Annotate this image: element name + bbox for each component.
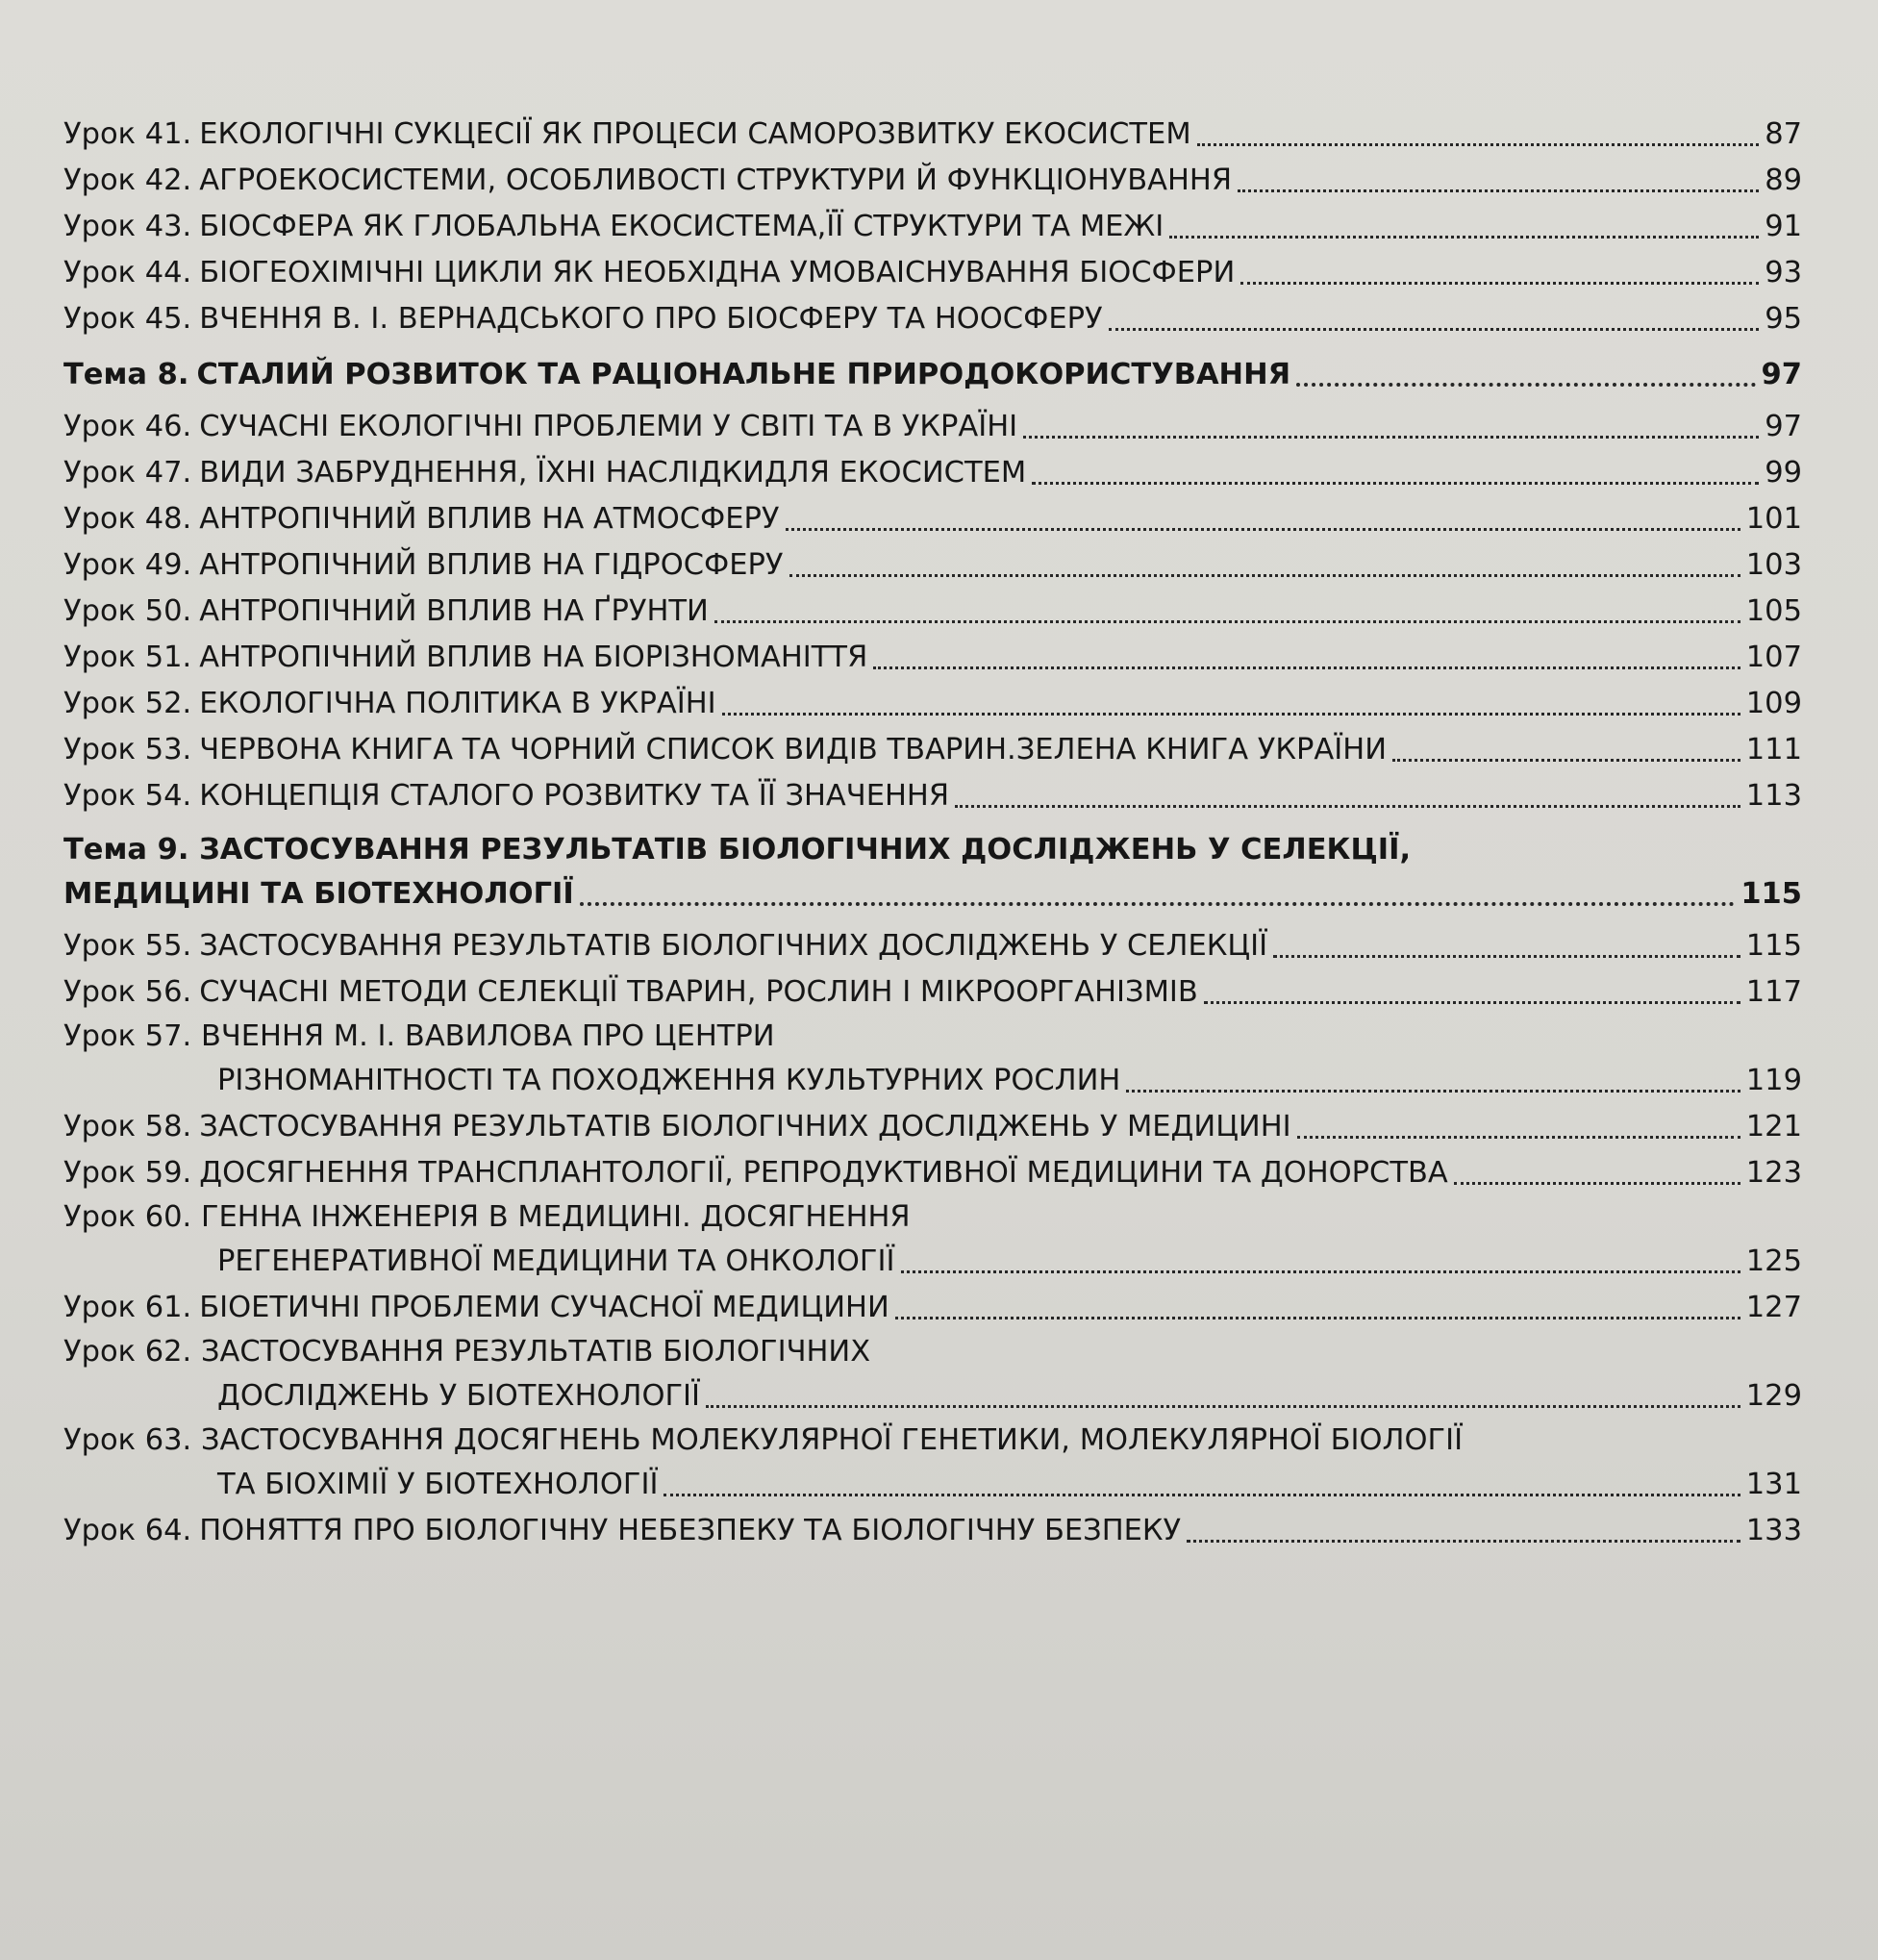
lesson-entry — [63, 589, 1802, 635]
lesson-62-entry-line2 — [63, 1373, 1802, 1420]
lesson-number: Урок 41. — [63, 117, 192, 151]
lesson-entry — [63, 404, 1802, 450]
lesson-title: АНТРОПІЧНИЙ ВПЛИВ НА ҐРУНТИ — [199, 594, 709, 628]
dot-leader — [722, 713, 1740, 716]
lesson-title: ПОНЯТТЯ ПРО БІОЛОГІЧНУ НЕБЕЗПЕКУ ТА БІОЛОГІЧНУ БЕЗПЕКУ — [199, 1514, 1182, 1547]
page-number: 119 — [1745, 1064, 1802, 1097]
lesson-entry — [63, 496, 1802, 542]
lesson-title: ВИДИ ЗАБРУДНЕННЯ, ЇХНІ НАСЛІДКИДЛЯ ЕКОСИСТЕМ — [199, 456, 1027, 490]
lesson-entry — [63, 296, 1802, 342]
lesson-number: Урок 56. — [63, 975, 192, 1009]
page-number: 99 — [1765, 456, 1802, 490]
page-number: 115 — [1745, 929, 1802, 963]
lesson-title-line2: ТА БІОХІМІЇ У БІОТЕХНОЛОГІЇ — [217, 1468, 659, 1501]
page-number: 95 — [1765, 302, 1802, 336]
lesson-number: Урок 54. — [63, 779, 192, 813]
lesson-entry — [63, 681, 1802, 727]
lesson-number: Урок 52. — [63, 687, 192, 720]
dot-leader — [1240, 282, 1759, 285]
topic-number: Тема 9. — [63, 833, 189, 867]
topic-9-entry-line1 — [63, 829, 1802, 871]
lesson-60-entry-line1 — [63, 1196, 1802, 1239]
page-number: 87 — [1765, 117, 1802, 151]
lesson-number: Урок 62. — [63, 1335, 192, 1369]
lesson-57-entry-line1 — [63, 1016, 1802, 1058]
page-number: 89 — [1765, 163, 1802, 197]
dot-leader — [1238, 189, 1759, 192]
dot-leader — [873, 666, 1740, 669]
lesson-title-line2: ДОСЛІДЖЕНЬ У БІОТЕХНОЛОГІЇ — [217, 1379, 701, 1413]
dot-leader — [1169, 236, 1759, 239]
lesson-number: Урок 58. — [63, 1110, 192, 1143]
dot-leader — [580, 902, 1736, 906]
lesson-number: Урок 45. — [63, 302, 192, 336]
lesson-entry — [63, 112, 1802, 158]
lesson-number: Урок 60. — [63, 1200, 192, 1234]
dot-leader — [706, 1405, 1740, 1408]
lesson-number: Урок 43. — [63, 210, 192, 243]
lesson-title-line1: ВЧЕННЯ М. І. ВАВИЛОВА ПРО ЦЕНТРИ — [200, 1019, 775, 1053]
dot-leader — [786, 528, 1740, 531]
lesson-57-entry-line2 — [63, 1058, 1802, 1104]
lesson-entry — [63, 542, 1802, 589]
lesson-number: Урок 42. — [63, 163, 192, 197]
page-number: 111 — [1745, 733, 1802, 766]
topic-title-line1: ЗАСТОСУВАННЯ РЕЗУЛЬТАТІВ БІОЛОГІЧНИХ ДОСЛІДЖЕНЬ У СЕЛЕКЦІЇ, — [199, 833, 1412, 867]
lesson-title: ЕКОЛОГІЧНА ПОЛІТИКА В УКРАЇНІ — [199, 687, 716, 720]
lesson-number: Урок 51. — [63, 641, 192, 674]
page-number: 133 — [1745, 1514, 1802, 1547]
page-number: 121 — [1745, 1110, 1802, 1143]
dot-leader — [1204, 1001, 1740, 1004]
dot-leader — [789, 574, 1740, 577]
table-of-contents — [63, 112, 1802, 1554]
lesson-63-entry-line1 — [63, 1420, 1802, 1462]
lesson-title: ЧЕРВОНА КНИГА ТА ЧОРНИЙ СПИСОК ВИДІВ ТВАРИН.ЗЕЛЕНА КНИГА УКРАЇНИ — [199, 733, 1388, 766]
dot-leader — [664, 1494, 1740, 1496]
topic-8-entry — [63, 352, 1802, 398]
lesson-title: АНТРОПІЧНИЙ ВПЛИВ НА АТМОСФЕРУ — [199, 502, 780, 536]
page-number: 109 — [1745, 687, 1802, 720]
dot-leader — [1392, 759, 1740, 762]
page-number: 91 — [1765, 210, 1802, 243]
lesson-title: ЗАСТОСУВАННЯ РЕЗУЛЬТАТІВ БІОЛОГІЧНИХ ДОСЛІДЖЕНЬ У СЕЛЕКЦІЇ — [199, 929, 1268, 963]
lesson-55-entry — [63, 923, 1802, 969]
lesson-number: Урок 44. — [63, 256, 192, 289]
lesson-number: Урок 49. — [63, 548, 192, 582]
page-number: 105 — [1745, 594, 1802, 628]
lesson-58-entry — [63, 1104, 1802, 1150]
topic-9-entry-line2 — [63, 871, 1802, 917]
lesson-title-line2: РЕГЕНЕРАТИВНОЇ МЕДИЦИНИ ТА ОНКОЛОГІЇ — [217, 1244, 895, 1278]
page-number: 101 — [1745, 502, 1802, 536]
lesson-title: ЕКОЛОГІЧНІ СУКЦЕСІЇ ЯК ПРОЦЕСИ САМОРОЗВИТКУ ЕКОСИСТЕМ — [199, 117, 1191, 151]
lesson-64-entry — [63, 1508, 1802, 1554]
lesson-title: БІОЕТИЧНІ ПРОБЛЕМИ СУЧАСНОЇ МЕДИЦИНИ — [199, 1291, 889, 1324]
lesson-title: КОНЦЕПЦІЯ СТАЛОГО РОЗВИТКУ ТА ЇЇ ЗНАЧЕННЯ — [199, 779, 950, 813]
lesson-61-entry — [63, 1285, 1802, 1331]
lesson-62-entry-line1 — [63, 1331, 1802, 1373]
lesson-title: АГРОЕКОСИСТЕМИ, ОСОБЛИВОСТІ СТРУКТУРИ Й ФУНКЦІОНУВАННЯ — [199, 163, 1233, 197]
lesson-entry — [63, 450, 1802, 496]
dot-leader — [1109, 328, 1760, 331]
toc-section-lessons-46-54 — [63, 404, 1802, 819]
lesson-title: СУЧАСНІ ЕКОЛОГІЧНІ ПРОБЛЕМИ У СВІТІ ТА В УКРАЇНІ — [199, 410, 1018, 443]
page-number: 103 — [1745, 548, 1802, 582]
lesson-number: Урок 57. — [63, 1019, 192, 1053]
lesson-59-entry — [63, 1150, 1802, 1196]
page-number: 107 — [1745, 641, 1802, 674]
lesson-title: БІОГЕОХІМІЧНІ ЦИКЛИ ЯК НЕОБХІДНА УМОВАІСНУВАННЯ БІОСФЕРИ — [199, 256, 1236, 289]
lesson-number: Урок 64. — [63, 1514, 192, 1547]
lesson-title: ВЧЕННЯ В. І. ВЕРНАДСЬКОГО ПРО БІОСФЕРУ ТА НООСФЕРУ — [199, 302, 1103, 336]
lesson-number: Урок 53. — [63, 733, 192, 766]
lesson-title-line1: ЗАСТОСУВАННЯ РЕЗУЛЬТАТІВ БІОЛОГІЧНИХ — [200, 1335, 871, 1369]
lesson-number: Урок 48. — [63, 502, 192, 536]
lesson-63-entry-line2 — [63, 1462, 1802, 1508]
dot-leader — [895, 1317, 1740, 1319]
lesson-entry — [63, 250, 1802, 296]
lesson-title: СУЧАСНІ МЕТОДИ СЕЛЕКЦІЇ ТВАРИН, РОСЛИН І МІКРООРГАНІЗМІВ — [199, 975, 1198, 1009]
lesson-title: ДОСЯГНЕННЯ ТРАНСПЛАНТОЛОГІЇ, РЕПРОДУКТИВНОЇ МЕДИЦИНИ ТА ДОНОРСТВА — [199, 1156, 1448, 1190]
page-number: 131 — [1745, 1468, 1802, 1501]
topic-title-line2: МЕДИЦИНІ ТА БІОТЕХНОЛОГІЇ — [63, 877, 574, 911]
page-number: 129 — [1745, 1379, 1802, 1413]
dot-leader — [955, 805, 1740, 808]
dot-leader — [1273, 955, 1740, 958]
page-number: 93 — [1765, 256, 1802, 289]
lesson-entry — [63, 635, 1802, 681]
page-number: 97 — [1761, 358, 1802, 391]
lesson-title-line2: РІЗНОМАНІТНОСТІ ТА ПОХОДЖЕННЯ КУЛЬТУРНИХ РОСЛИН — [217, 1064, 1121, 1097]
page-number: 97 — [1765, 410, 1802, 443]
dot-leader — [1197, 143, 1760, 146]
dot-leader — [714, 620, 1740, 623]
lesson-entry — [63, 204, 1802, 250]
lesson-title: АНТРОПІЧНИЙ ВПЛИВ НА ГІДРОСФЕРУ — [199, 548, 784, 582]
page-number: 127 — [1745, 1291, 1802, 1324]
lesson-entry — [63, 773, 1802, 819]
lesson-number: Урок 59. — [63, 1156, 192, 1190]
page-number: 117 — [1745, 975, 1802, 1009]
dot-leader — [1454, 1182, 1740, 1185]
lesson-56-entry — [63, 969, 1802, 1016]
page-number: 123 — [1745, 1156, 1802, 1190]
page-number: 113 — [1745, 779, 1802, 813]
lesson-entry — [63, 158, 1802, 204]
dot-leader — [1297, 1136, 1740, 1139]
dot-leader — [901, 1270, 1740, 1273]
lesson-title-line1: ЗАСТОСУВАННЯ ДОСЯГНЕНЬ МОЛЕКУЛЯРНОЇ ГЕНЕТИКИ, МОЛЕКУЛЯРНОЇ БІОЛОГІЇ — [200, 1423, 1464, 1457]
lesson-number: Урок 50. — [63, 594, 192, 628]
lesson-title: АНТРОПІЧНИЙ ВПЛИВ НА БІОРІЗНОМАНІТТЯ — [199, 641, 868, 674]
dot-leader — [1126, 1090, 1740, 1093]
lesson-number: Урок 63. — [63, 1423, 192, 1457]
lesson-number: Урок 55. — [63, 929, 192, 963]
dot-leader — [1023, 436, 1759, 439]
lesson-title: ЗАСТОСУВАННЯ РЕЗУЛЬТАТІВ БІОЛОГІЧНИХ ДОСЛІДЖЕНЬ У МЕДИЦИНІ — [199, 1110, 1291, 1143]
lesson-number: Урок 61. — [63, 1291, 192, 1324]
lesson-title: БІОСФЕРА ЯК ГЛОБАЛЬНА ЕКОСИСТЕМА,ЇЇ СТРУКТУРИ ТА МЕЖІ — [199, 210, 1164, 243]
lesson-60-entry-line2 — [63, 1239, 1802, 1285]
lesson-title-line1: ГЕННА ІНЖЕНЕРІЯ В МЕДИЦИНІ. ДОСЯГНЕННЯ — [200, 1200, 911, 1234]
topic-title: СТАЛИЙ РОЗВИТОК ТА РАЦІОНАЛЬНЕ ПРИРОДОКОРИСТУВАННЯ — [196, 358, 1291, 391]
dot-leader — [1296, 383, 1755, 387]
lesson-number: Урок 46. — [63, 410, 192, 443]
toc-section-lessons-41-45 — [63, 112, 1802, 342]
lesson-number: Урок 47. — [63, 456, 192, 490]
page-number: 125 — [1745, 1244, 1802, 1278]
dot-leader — [1032, 482, 1759, 485]
topic-number: Тема 8. — [63, 358, 189, 391]
page-number: 115 — [1740, 877, 1802, 911]
dot-leader — [1187, 1540, 1740, 1543]
lesson-entry — [63, 727, 1802, 773]
